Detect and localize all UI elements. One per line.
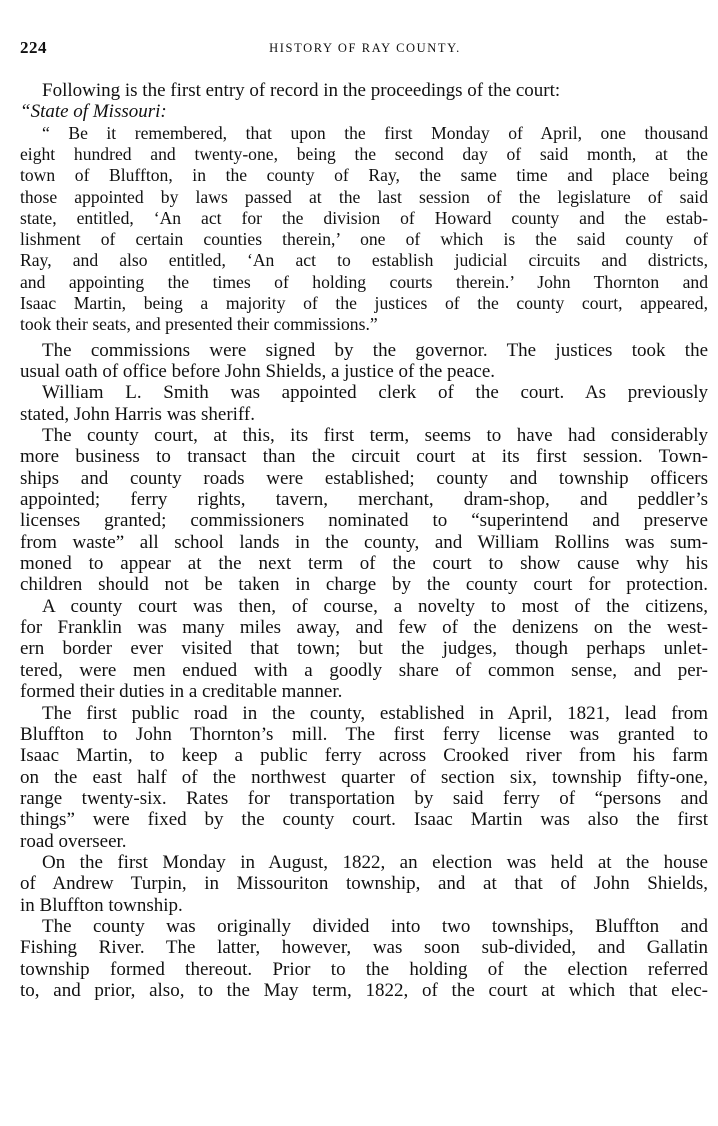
text-line: stated, John Harris was sheriff. [20, 403, 255, 425]
text-line: town of Bluffton, in the county of Ray, the same time and place being [20, 165, 708, 186]
text-line: “State of Missouri: [20, 101, 167, 123]
text-line: range twenty-six. Rates for transportation by said ferry of “persons and [20, 787, 708, 809]
page-header [20, 38, 710, 62]
text-line: “ Be it remembered, that upon the first Monday of April, one thousand [42, 122, 708, 143]
paragraph-townships [20, 916, 708, 1001]
text-line: eight hundred and twenty-one, being the second day of said month, at the [20, 143, 708, 164]
text-line: things” were fixed by the county court. Isaac Martin was also the first [20, 809, 708, 831]
paragraph-election [20, 852, 708, 916]
text-line: usual oath of office before John Shields, a justice of the peace. [20, 361, 496, 382]
text-line: state, entitled, ‘An act for the division of Howard county and the estab- [20, 207, 708, 228]
text-line: Bluffton to John Thornton’s mill. The first ferry license was granted to [20, 723, 708, 745]
text-line: ern border ever visited that town; but the judges, though perhaps unlet- [20, 638, 708, 660]
text-line: Following is the first entry of record in the proceedings of the court: [42, 80, 561, 101]
text-line: to, and prior, also, to the May term, 1822, of the court at which that elec- [20, 979, 708, 1001]
text-line: in Bluffton township. [20, 894, 183, 916]
text-line: moned to appear at the next term of the court to show cause why his [20, 553, 708, 575]
paragraph-commissions [20, 340, 708, 383]
page-number: 224 [20, 38, 47, 57]
paragraph-intro [20, 80, 708, 101]
text-line: ships and county roads were established; county and township officers [20, 467, 708, 489]
text-line: Fishing River. The latter, however, was soon sub-divided, and Gallatin [20, 937, 708, 959]
text-line: A county court was then, of course, a novelty to most of the citizens, [42, 595, 708, 617]
text-line: tered, were men endued with a goodly share of common sense, and per- [20, 659, 708, 681]
text-line: on the east half of the northwest quarter of section six, township fifty-one, [20, 766, 708, 788]
running-head: HISTORY OF RAY COUNTY. [269, 41, 461, 55]
text-line: more business to transact than the circuit court at its first session. Town- [20, 446, 708, 468]
court-record-quote [20, 123, 708, 336]
paragraph-public-road [20, 703, 708, 852]
text-line: Isaac Martin, being a majority of the justices of the county court, appeared, [20, 293, 708, 314]
text-line: licenses granted; commissioners nominated to “superintend and preserve [20, 510, 708, 532]
text-line: Ray, and also entitled, ‘An act to establish judicial circuits and districts, [20, 250, 708, 271]
text-line: those appointed by laws passed at the last session of the legislature of said [20, 186, 708, 207]
text-line: Isaac Martin, to keep a public ferry across Crooked river from his farm [20, 745, 708, 767]
salutation [20, 101, 708, 122]
text-line: appointed; ferry rights, tavern, merchant, dram-shop, and peddler’s [20, 489, 708, 511]
text-line: and appointing the times of holding courts therein.’ John Thornton and [20, 271, 708, 292]
text-line: On the first Monday in August, 1822, an election was held at the house [42, 851, 708, 873]
text-line: children should not be taken in charge by the county court for protection. [20, 574, 708, 596]
text-line: from waste” all school lands in the county, and William Rollins was sum- [20, 531, 708, 553]
paragraph-novelty [20, 596, 708, 703]
text-line: The county court, at this, its first term, seems to have had considerably [42, 425, 708, 447]
paragraph-clerk [20, 382, 708, 425]
text-line: formed their duties in a creditable manner. [20, 681, 343, 703]
text-line: The commissions were signed by the governor. The justices took the [42, 339, 708, 361]
text-line: of Andrew Turpin, in Missouriton township, and at that of John Shields, [20, 873, 708, 895]
text-line: road overseer. [20, 830, 127, 852]
text-line: The first public road in the county, established in April, 1821, lead from [42, 702, 708, 724]
text-line: township formed thereout. Prior to the holding of the election referred [20, 958, 708, 980]
text-line: The county was originally divided into two townships, Bluffton and [42, 915, 708, 937]
page-body [20, 80, 708, 1001]
text-line: took their seats, and presented their commissions.” [20, 314, 378, 335]
paragraph-first-term [20, 425, 708, 596]
text-line: William L. Smith was appointed clerk of the court. As previously [42, 382, 708, 404]
text-line: lishment of certain counties therein,’ one of which is the said county of [20, 229, 708, 250]
text-line: for Franklin was many miles away, and few of the denizens on the west- [20, 617, 708, 639]
